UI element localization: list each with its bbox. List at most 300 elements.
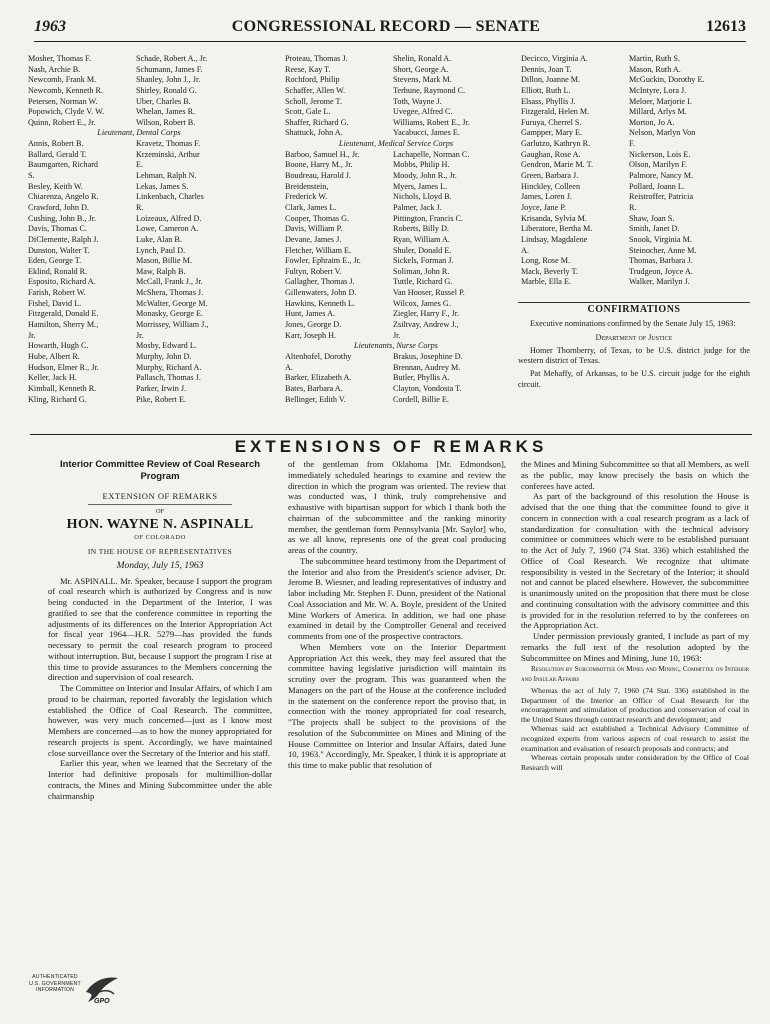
- name-row: [28, 214, 251, 225]
- officer-name: Williams, Robert E., Jr.: [393, 117, 470, 127]
- name-row: [521, 192, 744, 203]
- officer-name: Luke, Alan B.: [136, 234, 182, 244]
- officer-name: Butler, Phyllis A.: [393, 373, 450, 383]
- name-row: [285, 277, 508, 288]
- officer-name: Eden, George T.: [28, 256, 82, 266]
- name-row: [521, 65, 744, 76]
- name-row: [521, 160, 744, 171]
- officer-name: Boone, Harry M., Jr.: [285, 160, 353, 170]
- paragraph: of the gentleman from Oklahoma [Mr. Edmondson], immediately scheduled hearings to examine and review the direction in which the program was oriented. The review that was conducted was, I think, truly comprehensive and exhaustive with bipartisan support for which I thank both the chairman of the subcommittee and the ranking minority member, the gentleman form Pennsylvania [Mr. Saylor] who, as we all know, represents one of the great coal producing areas of the country.: [288, 459, 506, 555]
- name-row: [28, 384, 251, 395]
- name-row: [28, 150, 251, 161]
- officer-name: Long, Rose M.: [521, 256, 571, 266]
- officer-name: Parker, Irwin J.: [136, 383, 187, 393]
- name-row: [28, 395, 251, 406]
- rank-category-heading: Lieutenant, Dental Corps: [97, 128, 181, 138]
- officer-name: Popowich, Clyde V. W.: [28, 107, 105, 117]
- officer-name: Nichols, Lloyd B.: [393, 192, 452, 202]
- officer-name: Boudreau, Harold J.: [285, 171, 351, 181]
- article-column-3: [521, 459, 749, 772]
- name-row: [521, 214, 744, 225]
- of-label: OF: [155, 507, 165, 515]
- name-row: [285, 97, 508, 108]
- name-row: [521, 54, 744, 65]
- officer-name: DiClemente, Ralph J.: [28, 234, 99, 244]
- officer-name: Olson, Marilyn F.: [629, 160, 688, 170]
- officer-name: Martin, Ruth S.: [629, 54, 680, 63]
- page-header-area: [34, 18, 746, 42]
- officer-name: Liberatore, Bertha M.: [521, 224, 593, 234]
- officer-name: E.: [136, 160, 144, 170]
- gpo-authentication-badge: [24, 970, 134, 1020]
- officer-name: Green, Barbara J.: [521, 171, 579, 181]
- name-column-2: [285, 54, 508, 405]
- gpo-badge-text: [24, 974, 86, 994]
- name-row: [28, 373, 251, 384]
- name-row: [28, 54, 251, 65]
- name-row: [285, 363, 508, 374]
- officer-name: Shirley, Ronald G.: [136, 85, 197, 95]
- officer-name: Fitzgerald, Helen M.: [521, 107, 590, 117]
- name-row: [521, 118, 744, 129]
- officer-name: McIntyre, Lora J.: [629, 85, 687, 95]
- speaker-name: HON. WAYNE N. ASPINALL: [66, 516, 254, 532]
- officer-name: Mobbs, Philip H.: [393, 160, 450, 170]
- officer-name: F.: [629, 139, 635, 149]
- officer-name: Proteau, Thomas J.: [285, 54, 348, 63]
- officer-name: Palmer, Jack J.: [393, 202, 442, 212]
- officer-name: Clark, James L.: [285, 202, 337, 212]
- name-row: [28, 86, 251, 97]
- officer-name: Furuya, Cherrel S.: [521, 117, 582, 127]
- officer-name: Roberts, Billy D.: [393, 224, 449, 234]
- officer-name: Pallasch, Thomas J.: [136, 373, 201, 383]
- officer-name: Gallagher, Thomas J.: [285, 277, 355, 287]
- officer-name: Zsiltvay, Andrew J.,: [393, 320, 459, 330]
- name-row: [285, 86, 508, 97]
- confirmation-entry: Pat Mehaffy, of Arkansas, to be U.S. circuit judge for the eighth circuit.: [518, 368, 750, 389]
- officer-name: Altenhofel, Dorothy: [285, 351, 352, 361]
- officer-name: Stevens, Mark M.: [393, 75, 452, 85]
- extensions-banner: [30, 434, 752, 456]
- officer-name: Gaughan, Rose A.: [521, 149, 581, 159]
- gpo-line: AUTHENTICATED: [32, 974, 78, 980]
- officer-name: Jr.: [136, 330, 144, 340]
- name-row: [521, 224, 744, 235]
- name-row: [28, 299, 251, 310]
- officer-name: Shanley, John J., Jr.: [136, 75, 201, 85]
- name-column-3: [521, 54, 744, 288]
- officer-name: Shelin, Ronald A.: [393, 54, 452, 63]
- name-row: [28, 182, 251, 193]
- name-row: [285, 107, 508, 118]
- officer-name: Elliott, Ruth L.: [521, 85, 571, 95]
- officer-name: Gendron, Marie M. T.: [521, 160, 594, 170]
- officer-name: Scott, Gale L.: [285, 107, 331, 117]
- article-column-2: [288, 459, 506, 771]
- paragraph: The Committee on Interior and Insular Affairs, of which I am proud to be chairman, reported favorably the legislation which established the Office of Coal Research. The committee, however, was very much concerned—just as I know most Members are concerned—as to how the money appropriated for research projects is spent. Accordingly, we have maintained close surveillance over the Secretary of the Interior and his staff.: [48, 683, 272, 758]
- name-row: [28, 235, 251, 246]
- officer-name: Bates, Barbara A.: [285, 383, 343, 393]
- officer-name: A.: [285, 362, 293, 372]
- name-row: [285, 235, 508, 246]
- officer-name: Moody, John R., Jr.: [393, 171, 457, 181]
- officer-name: Hinckley, Colleen: [521, 181, 581, 191]
- officer-name: Nash, Archie B.: [28, 64, 81, 74]
- article-date: Monday, July 15, 1963: [116, 560, 204, 571]
- officer-name: Fultyn, Robert V.: [285, 266, 342, 276]
- paragraph: When Members vote on the Interior Department Appropriation Act this week, they may feel assured that the committee having legislative jurisdiction will maintain its scrutiny over the program. This was guaranteed when the Managers on the part of the House at the conference included in the statement on the conference report the proviso that, in connection with the money appropriated for coal research, "The projects shall be subject to the provisions of the resolution of the Subcommittee on Mines and Mining of the House Committee on Interior and Insular Affairs, dated June 10, 1963." Accordingly, Mr. Speaker, I think it is appropriate at this time to make public that resolution of: [288, 641, 506, 770]
- paragraph: the Mines and Mining Subcommittee so that all Members, as well as the public, may know precisely the basis on which the conferees have acted.: [521, 459, 749, 491]
- officer-name: Newcomb, Kenneth R.: [28, 85, 104, 95]
- officer-name: Meloer, Marjorie I.: [629, 96, 692, 106]
- name-row: [28, 65, 251, 76]
- officer-name: Annis, Robert B.: [28, 139, 84, 149]
- officer-name: S.: [28, 171, 35, 181]
- name-row: [285, 384, 508, 395]
- officer-name: Eklind, Ronald R.: [28, 266, 88, 276]
- officer-name: Pittington, Francis C.: [393, 213, 464, 223]
- officer-name: Thomas, Barbara J.: [629, 256, 693, 266]
- officer-name: Nickerson, Lois E.: [629, 149, 691, 159]
- officer-name: Scholl, Jerome T.: [285, 96, 342, 106]
- article-column-1: [48, 459, 272, 801]
- name-row: [521, 86, 744, 97]
- officer-name: James, Loren J.: [521, 192, 572, 202]
- name-row: [28, 118, 251, 129]
- officer-name: McShera, Thomas J.: [136, 288, 204, 298]
- officer-name: Farish, Robert W.: [28, 288, 86, 298]
- name-row: [285, 118, 508, 129]
- officer-name: Joyce, Jane P.: [521, 202, 567, 212]
- officer-name: Mason, Billie M.: [136, 256, 192, 266]
- name-row: [28, 363, 251, 374]
- name-row: [521, 128, 744, 139]
- officer-name: Karr, Joseph H.: [285, 330, 337, 340]
- name-row: [285, 182, 508, 193]
- name-row: [521, 256, 744, 267]
- officer-name: Short, George A.: [393, 64, 449, 74]
- officer-name: Kling, Richard G.: [28, 394, 87, 404]
- name-row: [285, 256, 508, 267]
- resolution-paragraph: Whereas the act of July 7, 1960 (74 Stat. 336) established in the Department of the Interior an Office of Coal Research for the encouragement and stimulation of production and conservation of coal in the United States through contract research and development; and: [521, 686, 749, 724]
- name-row: [28, 320, 251, 331]
- name-row: [521, 267, 744, 278]
- officer-name: Hudson, Elmer R., Jr.: [28, 362, 99, 372]
- officer-name: Morton, Jo A.: [629, 117, 675, 127]
- name-row: [285, 395, 508, 406]
- officer-name: Barker, Elizabeth A.: [285, 373, 352, 383]
- officer-name: Shaffer, Richard G.: [285, 117, 349, 127]
- officer-name: Steinocher, Anne M.: [629, 245, 697, 255]
- officer-name: Murphy, John D.: [136, 351, 192, 361]
- officer-name: Mack, Beverly T.: [521, 266, 578, 276]
- officer-name: Petersen, Norman W.: [28, 96, 98, 106]
- officer-name: Mosher, Thomas F.: [28, 54, 91, 63]
- officer-name: Palmore, Nancy M.: [629, 171, 694, 181]
- name-row: [285, 192, 508, 203]
- officer-name: Gillenwaters, John D.: [285, 288, 357, 298]
- speaker-state: OF COLORADO: [134, 534, 186, 542]
- paragraph: Earlier this year, when we learned that the Secretary of the Interior had definitive proposals for multimillion-dollar contracts, the Mines and Mining Subcommittee under the able chairmanship: [48, 758, 272, 801]
- name-row: [285, 65, 508, 76]
- rank-category-heading: Lieutenant, Medical Service Corps: [338, 139, 454, 149]
- article-headline: Interior Committee Review of Coal Research Program: [59, 459, 261, 482]
- officer-name: Millard, Arlys M.: [629, 107, 687, 117]
- officer-name: Walker, Marilyn J.: [629, 277, 690, 287]
- officer-name: Sickels, Forman J.: [393, 256, 454, 266]
- confirmations-section: [518, 302, 750, 392]
- officer-name: Lekas, James S.: [136, 181, 189, 191]
- officer-name: Kimball, Kenneth R.: [28, 383, 97, 393]
- officer-name: Nelson, Marlyn Von: [629, 128, 696, 138]
- name-row: [285, 373, 508, 384]
- officer-name: Fitzgerald, Donald E.: [28, 309, 99, 319]
- officer-name: Lynch, Paul D.: [136, 245, 186, 255]
- officer-name: Loizeaux, Alfred D.: [136, 213, 202, 223]
- officer-name: Bellinger, Edith V.: [285, 394, 346, 404]
- officer-name: Davis, Thomas C.: [28, 224, 87, 234]
- paragraph: The subcommittee heard testimony from the Department of the Interior and also from the President's science adviser, Dr. Jerome B. Wiesner, and leading representatives of industry and labor including Mr. Stephen F. Dunn, president of the National Coal Association and Mr. W. A. Boyle, president of the United Mine Workers of America. In addition, we had one phase examined in detail by the Comptroller General and received comments from one of the prospective contractors.: [288, 555, 506, 641]
- name-row: [28, 224, 251, 235]
- officer-name: Ballard, Gerald T.: [28, 149, 87, 159]
- officer-name: Baumgarten, Richard: [28, 160, 99, 170]
- officer-name: Krzeminski, Arthur: [136, 149, 200, 159]
- name-row: [28, 256, 251, 267]
- name-row: [285, 246, 508, 257]
- officer-name: Tuttle, Richard G.: [393, 277, 453, 287]
- gpo-mark: GPO: [94, 998, 110, 1005]
- officer-name: Krisanda, Sylvia M.: [521, 213, 587, 223]
- officer-name: Quinn, Robert E., Jr.: [28, 117, 96, 127]
- officer-name: Brennan, Audrey M.: [393, 362, 461, 372]
- officer-name: Keller, Jack H.: [28, 373, 77, 383]
- name-row: [28, 75, 251, 86]
- name-row: [285, 224, 508, 235]
- chamber-label: IN THE HOUSE OF REPRESENTATIVES: [87, 547, 233, 556]
- name-row: [28, 192, 251, 203]
- officer-name: Frederick W.: [285, 192, 328, 202]
- officer-name: Breidenstein,: [285, 181, 329, 191]
- officer-name: Cushing, John B., Jr.: [28, 213, 97, 223]
- officer-name: Cordell, Billie E.: [393, 394, 449, 404]
- name-row: [521, 139, 744, 150]
- officer-name: Cooper, Thomas G.: [285, 213, 350, 223]
- resolution-paragraph: Whereas certain proposals under consideration by the Office of Coal Research will: [521, 753, 749, 772]
- officer-name: Rochford, Philip: [285, 75, 340, 85]
- paragraph: Under permission previously granted, I include as part of my remarks the full text of the resolution adopted by the Subcommittee on Mines and Mining, June 10, 1963:: [521, 631, 749, 663]
- name-row: [285, 331, 508, 342]
- name-row: [28, 277, 251, 288]
- officer-name: Hube, Albert R.: [28, 351, 80, 361]
- officer-name: Toth, Wayne J.: [393, 96, 442, 106]
- confirmations-heading: CONFIRMATIONS: [518, 302, 750, 316]
- name-row: [285, 214, 508, 225]
- name-row: [28, 160, 251, 171]
- officer-name: Davis, William P.: [285, 224, 343, 234]
- name-row: [285, 299, 508, 310]
- name-row: [521, 203, 744, 214]
- officer-name: Smith, Janet D.: [629, 224, 680, 234]
- officer-name: Lindsay, Magdalene: [521, 234, 588, 244]
- name-row: [285, 288, 508, 299]
- officer-name: Lowe, Cameron A.: [136, 224, 199, 234]
- header-page-number: 12613: [706, 18, 746, 35]
- paragraph: As part of the background of this resolution the House is advised that the one thing that the committee found to give it concern in connection with a coal research program as a lack of standardization for consultation with the technical advisory committee or committees which were to be established pursuant to the Act of July 7, 1960 (74 Stat. 336) which established the Office of Coal Research. We recognize that ultimate responsibility is vested in the Secretary of the Interior; it should not and cannot be placed elsewhere. However, the subcommittee is unanimously united on the proposition that there must be close and continuing consultation with the advisory committee and this is provided for in the resolution referred to by the conferees on the Appropriation Act.: [521, 491, 749, 631]
- officer-name: Jr.: [28, 330, 36, 340]
- officer-name: Clayton, Vondosta T.: [393, 383, 462, 393]
- officer-name: Wilcox, James G.: [393, 298, 451, 308]
- name-row: [285, 352, 508, 363]
- officer-name: Myers, James L.: [393, 181, 448, 191]
- officer-name: Schade, Robert A., Jr.: [136, 54, 208, 63]
- name-row: [28, 288, 251, 299]
- name-row: [28, 267, 251, 278]
- officer-name: Lehman, Ralph N.: [136, 171, 197, 181]
- name-row: [521, 182, 744, 193]
- header-title: CONGRESSIONAL RECORD — SENATE: [231, 18, 541, 35]
- name-row: [521, 107, 744, 118]
- name-row: [28, 309, 251, 320]
- name-row: [521, 171, 744, 182]
- officer-name: Whelan, James R.: [136, 107, 196, 117]
- name-row: [285, 309, 508, 320]
- officer-name: Mason, Ruth A.: [629, 64, 681, 74]
- page-header: [34, 18, 746, 42]
- officer-name: Fowler, Ephraim E., Jr.: [285, 256, 361, 266]
- officer-name: McGuckin, Dorothy E.: [629, 75, 705, 85]
- officer-name: Jr.: [393, 330, 401, 340]
- officer-name: Shuler, Donald E.: [393, 245, 452, 255]
- resolution-text: [521, 665, 749, 772]
- name-row: [285, 320, 508, 331]
- officer-name: Linkenbach, Charles: [136, 192, 204, 202]
- name-row: [285, 203, 508, 214]
- name-row: [521, 246, 744, 257]
- confirmation-entry: Homer Thornberry, of Texas, to be U.S. district judge for the western district of Texas.: [518, 345, 750, 366]
- name-row: [521, 235, 744, 246]
- name-row: [28, 246, 251, 257]
- officer-name: Schumann, James F.: [136, 64, 203, 74]
- officer-name: Lachapelle, Norman C.: [393, 149, 470, 159]
- officer-name: Ryan, William A.: [393, 234, 450, 244]
- rank-category-heading: Lieutenants, Nurse Corps: [354, 341, 438, 351]
- name-column-1: [28, 54, 251, 405]
- officer-name: Hunt, James A.: [285, 309, 336, 319]
- officer-name: Dennis, Joan T.: [521, 64, 572, 74]
- name-row: [285, 75, 508, 86]
- gpo-line: U.S. GOVERNMENT: [29, 980, 81, 987]
- officer-name: Wilson, Robert B.: [136, 117, 196, 127]
- officer-name: Trudgeon, Joyce A.: [629, 266, 693, 276]
- officer-name: Howarth, Hugh C.: [28, 341, 89, 351]
- officer-name: Elsass, Phyllis J.: [521, 96, 576, 106]
- officer-name: Uvegee, Alfred C.: [393, 107, 453, 117]
- name-row: [285, 160, 508, 171]
- officer-name: McCall, Frank J., Jr.: [136, 277, 203, 287]
- name-row: [521, 97, 744, 108]
- officer-name: Fishel, David L.: [28, 298, 82, 308]
- officer-name: Hawkins, Kenneth L.: [285, 298, 356, 308]
- officer-name: Schaffer, Allen W.: [285, 85, 346, 95]
- officer-name: Dunston, Walter T.: [28, 245, 90, 255]
- name-row: [28, 107, 251, 118]
- name-row: [28, 341, 251, 352]
- officer-name: Marble, Ella E.: [521, 277, 572, 287]
- name-row: [285, 150, 508, 161]
- name-row: [521, 277, 744, 288]
- officer-name: Monasky, George E.: [136, 309, 204, 319]
- officer-name: Ziegler, Harry F., Jr.: [393, 309, 460, 319]
- officer-name: Murphy, Richard A.: [136, 362, 202, 372]
- header-year: 1963: [34, 18, 66, 35]
- officer-name: Shattuck, John A.: [285, 128, 343, 138]
- resolution-heading: Resolution by Subcommittee on Mines and Mining, Committee on Interior and Insular Affairs: [521, 665, 749, 683]
- extensions-title: EXTENSIONS OF REMARKS: [234, 437, 548, 456]
- resolution-paragraph: Whereas said act established a Technical Advisory Committee of recognized experts from various aspects of coal research to assist the examination and evaluation of research proposals and contracts; and: [521, 724, 749, 753]
- officer-name: Hamilton, Sherry M.,: [28, 320, 99, 330]
- officer-name: Shaw, Joan S.: [629, 213, 675, 223]
- confirmations-intro: Executive nominations confirmed by the Senate July 15, 1963:: [530, 318, 736, 328]
- name-row: [28, 139, 251, 150]
- officer-name: Gampper, Mary E.: [521, 128, 583, 138]
- officer-name: Dillon, Joanne M.: [521, 75, 581, 85]
- officer-name: Uber, Charles B.: [136, 96, 191, 106]
- officer-name: Decicco, Virginia A.: [521, 54, 588, 63]
- officer-name: Besley, Keith W.: [28, 181, 83, 191]
- officer-name: Yacabucci, James E.: [393, 128, 460, 138]
- name-row: [285, 267, 508, 278]
- name-row: [285, 128, 508, 139]
- officer-name: Chiarenza, Angelo R.: [28, 192, 99, 202]
- officer-name: Terhune, Raymond C.: [393, 85, 466, 95]
- officer-name: Devane, James J.: [285, 234, 342, 244]
- officer-name: Newcomb, Frank M.: [28, 75, 97, 85]
- officer-name: Snook, Virginia M.: [629, 234, 692, 244]
- name-row: [28, 171, 251, 182]
- officer-name: Maw, Ralph B.: [136, 266, 186, 276]
- officer-name: Pollard, Joann L.: [629, 181, 685, 191]
- officer-name: Crawford, John D.: [28, 202, 89, 212]
- officer-name: Jones, George D.: [285, 320, 342, 330]
- name-row: [28, 331, 251, 342]
- officer-name: Fletcher, William E.: [285, 245, 352, 255]
- name-row: [521, 75, 744, 86]
- officer-name: Reistroffer, Patricia: [629, 192, 694, 202]
- section-label: EXTENSION OF REMARKS: [88, 491, 232, 505]
- officer-name: McWalter, George M.: [136, 298, 208, 308]
- officer-name: Morrissey, William J.,: [136, 320, 209, 330]
- officer-name: R.: [136, 202, 144, 212]
- paragraph: Mr. ASPINALL. Mr. Speaker, because I support the program of coal research which is authorized by Congress and is now being conducted in the Department of the Interior, I was gratified to see that the conference committee in reporting the adjustments of its differences on the Interior Appropriation Act for fiscal year 1964—H.R. 5279—has provided the funds necessary to permit the coal research program to proceed without interruption. But, because I support the program I rise at this time to provide assurances to the Members concerning the direction and supervision of coal research.: [48, 575, 272, 683]
- officer-name: Reese, Kay T.: [285, 64, 331, 74]
- officer-name: Brakus, Josephine D.: [393, 351, 463, 361]
- name-row: [285, 171, 508, 182]
- gpo-line: INFORMATION: [35, 987, 75, 994]
- officer-name: Van Hooser, Russel P.: [393, 288, 465, 298]
- officer-name: Soliman, John R.: [393, 266, 450, 276]
- department-heading: Department of Justice: [595, 333, 673, 343]
- officer-name: Garlutzo, Kathryn R.: [521, 139, 591, 149]
- officer-name: Esposito, Richard A.: [28, 277, 96, 287]
- name-row: [285, 54, 508, 65]
- officer-name: Kravetz, Thomas F.: [136, 139, 201, 149]
- name-row: [28, 203, 251, 214]
- name-row: [28, 352, 251, 363]
- officer-name: A.: [521, 245, 529, 255]
- officer-name: Barboo, Samuel H., Jr.: [285, 149, 360, 159]
- officer-name: Pike, Robert E.: [136, 394, 187, 404]
